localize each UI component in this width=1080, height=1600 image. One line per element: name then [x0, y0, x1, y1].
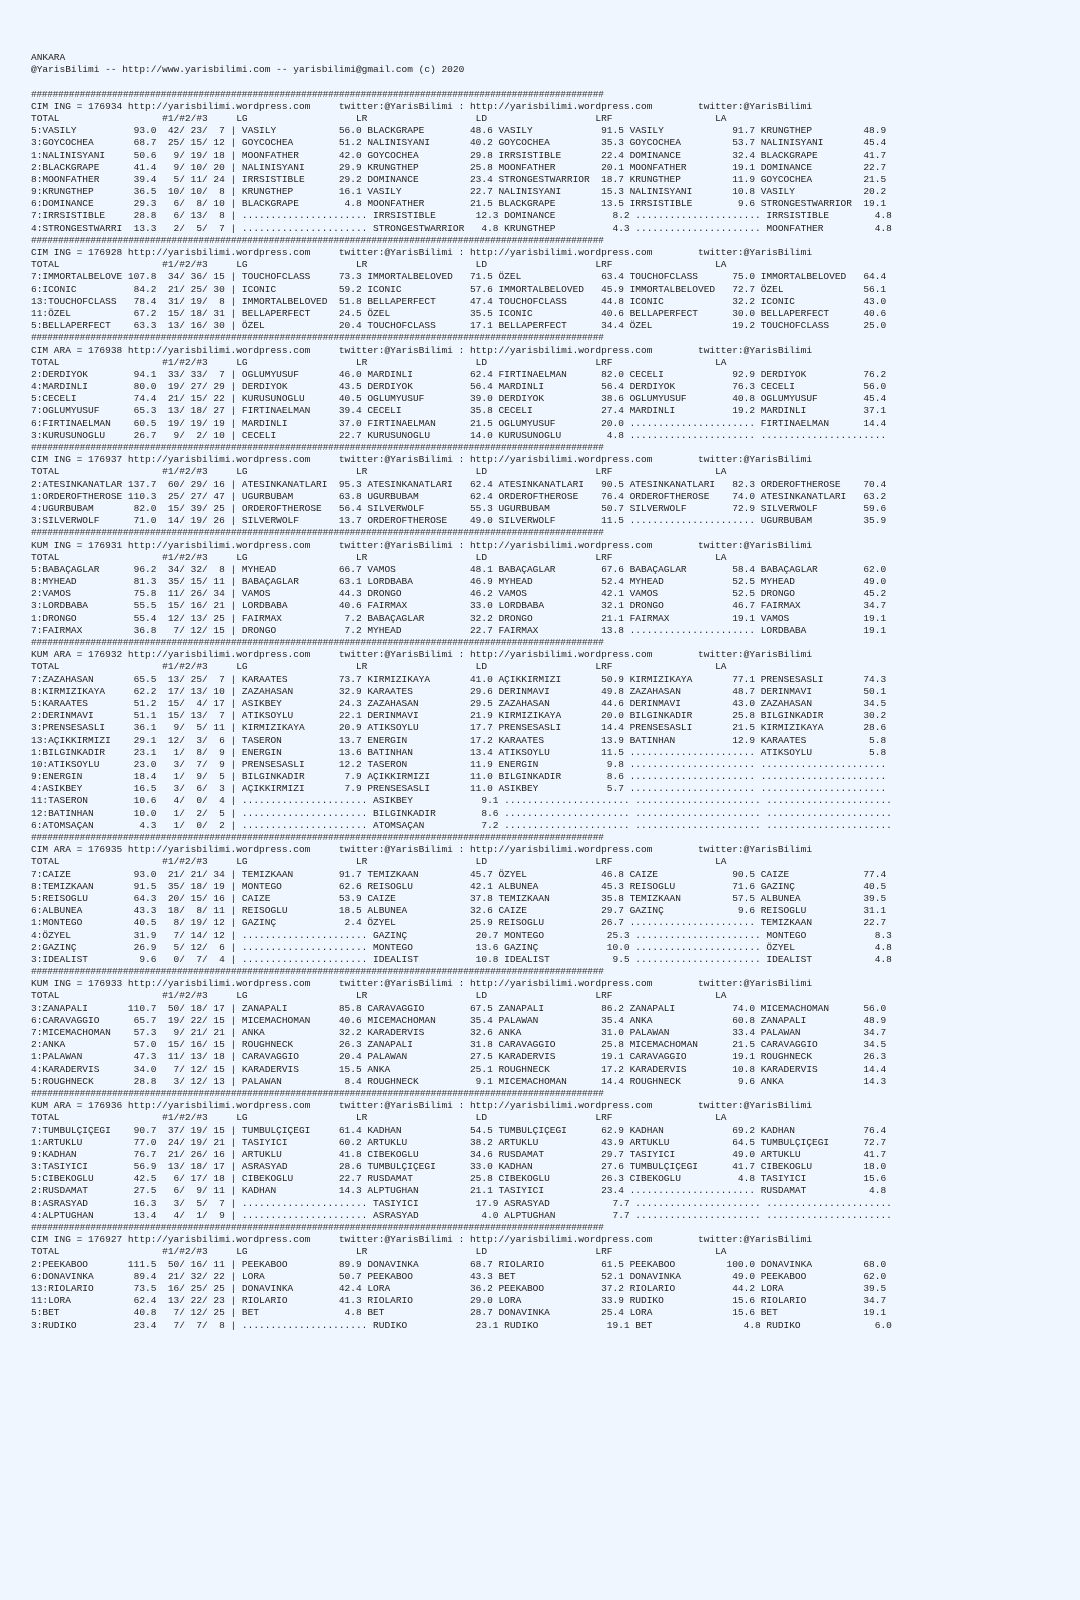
table-row: 4:UGURBUBAM 82.0 15/ 39/ 25 | ORDEROFTHEROSE 56.4 SILVERWOLF 55.3 UGURBUBAM 50.7 SILVERWOLF 72.9 SILVERWOLF 59.6 [31, 502, 887, 514]
race-section [31, 235, 892, 333]
table-row: 7:IMMORTALBELOVE 107.8 34/ 36/ 15 | TOUCHOFCLASS 73.3 IMMORTALBELOVED 71.5 ÖZEL 63.4 TOUCHOFCLASS 75.0 IMMORTALBELOVED 64.4 [31, 271, 887, 283]
table-row: 7:IRRSISTIBLE 28.8 6/ 13/ 8 | ...................... IRRSISTIBLE 12.3 DOMINANCE 8.2 ...................... IRRSISTIBLE 4.8 [31, 210, 892, 222]
table-row: 1:DRONGO 55.4 12/ 13/ 25 | FAIRMAX 7.2 BABAÇAGLAR 32.2 DRONGO 21.1 FAIRMAX 19.1 VAMOS 19.1 [31, 612, 887, 624]
table-row: 7:ZAZAHASAN 65.5 13/ 25/ 7 | KARAATES 73.7 KIRMIZIKAYA 41.0 AÇIKKIRMIZI 50.9 KIRMIZIKAYA 77.1 PRENSESASLI 74.3 [31, 673, 887, 685]
table-row: 5:CIBEKOGLU 42.5 6/ 17/ 18 | CIBEKOGLU 22.7 RUSDAMAT 25.8 CIBEKOGLU 26.3 CIBEKOGLU 4.8 TASIYICI 15.6 [31, 1173, 887, 1185]
table-row: 7:FAIRMAX 36.8 7/ 12/ 15 | DRONGO 7.2 MYHEAD 22.7 FAIRMAX 13.8 ...................... LORDBABA 19.1 [31, 624, 887, 636]
separator-line: ########################################################################################################## [31, 637, 604, 648]
table-row: 5:ROUGHNECK 28.8 3/ 12/ 13 | PALAWAN 8.4 ROUGHNECK 9.1 MICEMACHOMAN 14.4 ROUGHNECK 9.6 ANKA 14.3 [31, 1075, 887, 1087]
separator-line: ########################################################################################################## [31, 234, 604, 246]
separator-line: ########################################################################################################## [31, 527, 604, 539]
separator-line: ########################################################################################################## [31, 442, 604, 453]
table-row: 2:DERDIYOK 94.1 33/ 33/ 7 | OGLUMYUSUF 46.0 MARDINLI 62.4 FIRTINAELMAN 82.0 CECELI 92.9 DERDIYOK 76.2 [31, 368, 887, 380]
table-row: 5:REISOGLU 64.3 20/ 15/ 16 | CAIZE 53.9 CAIZE 37.8 TEMIZKAAN 35.8 TEMIZKAAN 57.5 ALBUNEA 39.5 [31, 892, 887, 904]
table-row: 13:TOUCHOFCLASS 78.4 31/ 19/ 8 | IMMORTALBELOVED 51.8 BELLAPERFECT 47.4 TOUCHOFCLASS 44.8 ICONIC 32.2 ICONIC 43.0 [31, 295, 887, 307]
column-header-line: TOTAL #1/#2/#3 LG LR LD LRF LA [31, 356, 727, 368]
table-row: 4:ALPTUGHAN 13.4 4/ 1/ 9 | ...................... ASRASYAD 4.0 ALPTUGHAN 7.7 ...................... ...................... [31, 1209, 892, 1221]
table-row: 11:LORA 62.4 13/ 22/ 23 | RIOLARIO 41.3 RIOLARIO 29.0 LORA 33.9 RUDIKO 15.6 RIOLARIO 34.7 [31, 1295, 887, 1307]
table-row: 1:ARTUKLU 77.0 24/ 19/ 21 | TASIYICI 60.2 ARTUKLU 38.2 ARTUKLU 43.9 ARTUKLU 64.5 TUMBULÇIÇEGI 72.7 [31, 1136, 887, 1148]
table-row: 2:VAMOS 75.8 11/ 26/ 34 | VAMOS 44.3 DRONGO 46.2 VAMOS 42.1 VAMOS 52.5 DRONGO 45.2 [31, 588, 887, 600]
table-row: 3:LORDBABA 55.5 15/ 16/ 21 | LORDBABA 40.6 FAIRMAX 33.0 LORDBABA 32.1 DRONGO 46.7 FAIRMAX 34.7 [31, 600, 887, 612]
table-row: 11:ÖZEL 67.2 15/ 18/ 31 | BELLAPERFECT 24.5 ÖZEL 35.5 ICONIC 40.6 BELLAPERFECT 30.0 BELLAPERFECT 40.6 [31, 307, 887, 319]
table-row: 8:ASRASYAD 16.3 3/ 5/ 7 | ...................... TASIYICI 17.9 ASRASYAD 7.7 ...................... ...................... [31, 1197, 892, 1209]
table-row: 12:BATINHAN 10.0 1/ 2/ 5 | ...................... BILGINKADIR 8.6 ...................... ...................... ...................... [31, 807, 892, 819]
column-header-line: TOTAL #1/#2/#3 LG LR LD LRF LA [31, 1112, 727, 1124]
separator-line: ########################################################################################################## [31, 1087, 604, 1099]
table-row: 6:FIRTINAELMAN 60.5 19/ 19/ 19 | MARDINLI 37.0 FIRTINAELMAN 21.5 OGLUMYUSUF 20.0 ...................... FIRTINAELMAN 14.4 [31, 417, 887, 429]
column-header-line: TOTAL #1/#2/#3 LG LR LD LRF LA [31, 856, 727, 868]
race-section [31, 637, 892, 832]
table-row: 9:KRUNGTHEP 36.5 10/ 10/ 8 | KRUNGTHEP 16.1 VASILY 22.7 NALINISYANI 15.3 NALINISYANI 10.8 VASILY 20.2 [31, 186, 887, 198]
race-section [31, 1222, 892, 1332]
table-row: 3:KURUSUNOGLU 26.7 9/ 2/ 10 | CECELI 22.7 KURUSUNOGLU 14.0 KURUSUNOGLU 4.8 ...................... ...................... [31, 429, 887, 441]
separator-line: ########################################################################################################## [31, 88, 604, 100]
race-section [31, 966, 892, 1088]
race-section [31, 332, 892, 442]
table-row: 3:IDEALIST 9.6 0/ 7/ 4 | ...................... IDEALIST 10.8 IDEALIST 9.5 ...................... IDEALIST 4.8 [31, 953, 892, 965]
table-row: 2:DERINMAVI 51.1 15/ 13/ 7 | ATIKSOYLU 22.1 DERINMAVI 21.9 KIRMIZIKAYA 20.0 BILGINKADIR 25.8 BILGINKADIR 30.2 [31, 710, 887, 722]
race-section [31, 1088, 892, 1222]
table-row: 9:ENERGIN 18.4 1/ 9/ 5 | BILGINKADIR 7.9 AÇIKKIRMIZI 11.0 BILGINKADIR 8.6 ...................... ...................... [31, 771, 887, 783]
table-row: 8:MYHEAD 81.3 35/ 15/ 11 | BABAÇAGLAR 63.1 LORDBABA 46.9 MYHEAD 52.4 MYHEAD 52.5 MYHEAD 49.0 [31, 576, 887, 588]
table-row: 2:ATESINKANATLAR 137.7 60/ 29/ 16 | ATESINKANATLARI 95.3 ATESINKANATLARI 62.4 ATESINKANATLARI 90.5 ATESINKANATLARI 82.3 ORDEROFTHEROSE 70.4 [31, 478, 887, 490]
race-title-line[interactable]: KUM ARA = 176932 http://yarisbilimi.wordpress.com twitter:@YarisBilimi : http://yarisbilimi.wordpress.com twitter:@YarisBilimi [31, 649, 813, 661]
race-section [31, 442, 892, 527]
table-row: 6:DONAVINKA 89.4 21/ 32/ 22 | LORA 50.7 PEEKABOO 43.3 BET 52.1 DONAVINKA 49.0 PEEKABOO 62.0 [31, 1270, 887, 1282]
table-row: 7:CAIZE 93.0 21/ 21/ 34 | TEMIZKAAN 91.7 TEMIZKAAN 45.7 ÖZYEL 46.8 CAIZE 90.5 CAIZE 77.4 [31, 868, 887, 880]
table-row: 2:PEEKABOO 111.5 50/ 16/ 11 | PEEKABOO 89.9 DONAVINKA 68.7 RIOLARIO 61.5 PEEKABOO 100.0 DONAVINKA 68.0 [31, 1258, 887, 1270]
table-row: 4:KARADERVIS 34.0 7/ 12/ 15 | KARADERVIS 15.5 ANKA 25.1 ROUGHNECK 17.2 KARADERVIS 10.8 KARADERVIS 14.4 [31, 1063, 887, 1075]
race-title-line[interactable]: CIM ING = 176937 http://yarisbilimi.wordpress.com twitter:@YarisBilimi : http://yarisbilimi.wordpress.com twitter:@YarisBilimi [31, 454, 813, 466]
separator-line: ########################################################################################################## [31, 1222, 604, 1233]
race-section [31, 527, 892, 637]
table-row: 7:MICEMACHOMAN 57.3 9/ 21/ 21 | ANKA 32.2 KARADERVIS 32.6 ANKA 31.0 PALAWAN 33.4 PALAWAN 34.7 [31, 1027, 887, 1038]
table-row: 8:KIRMIZIKAYA 62.2 17/ 13/ 10 | ZAZAHASAN 32.9 KARAATES 29.6 DERINMAVI 49.8 ZAZAHASAN 48.7 DERINMAVI 50.1 [31, 685, 887, 697]
table-row: 7:OGLUMYUSUF 65.3 13/ 18/ 27 | FIRTINAELMAN 39.4 CECELI 35.8 CECELI 27.4 MARDINLI 19.2 MARDINLI 37.1 [31, 405, 887, 417]
column-header-line: TOTAL #1/#2/#3 LG LR LD LRF LA [31, 466, 727, 478]
table-row: 3:GOYCOCHEA 68.7 25/ 15/ 12 | GOYCOCHEA 51.2 NALINISYANI 40.2 GOYCOCHEA 35.3 GOYCOCHEA 53.7 NALINISYANI 45.4 [31, 137, 887, 149]
table-row: 3:ZANAPALI 110.7 50/ 18/ 17 | ZANAPALI 85.8 CARAVAGGIO 67.5 ZANAPALI 86.2 ZANAPALI 74.0 MICEMACHOMAN 56.0 [31, 1002, 887, 1014]
column-header-line: TOTAL #1/#2/#3 LG LR LD LRF LA [31, 661, 727, 673]
table-row: 1:MONTEGO 40.5 8/ 19/ 12 | GAZINÇ 2.4 ÖZYEL 25.9 REISOGLU 26.7 ...................... TEMIZKAAN 22.7 [31, 917, 887, 929]
table-row: 5:BELLAPERFECT 63.3 13/ 16/ 30 | ÖZEL 20.4 TOUCHOFCLASS 17.1 BELLAPERFECT 34.4 ÖZEL 19.2 TOUCHOFCLASS 25.0 [31, 320, 887, 332]
table-row: 6:ATOMSAÇAN 4.3 1/ 0/ 2 | ...................... ATOMSAÇAN 7.2 ...................... ...................... ...................... [31, 819, 892, 831]
table-row: 1:BILGINKADIR 23.1 1/ 8/ 9 | ENERGIN 13.6 BATINHAN 13.4 ATIKSOYLU 11.5 ...................... ATIKSOYLU 5.8 [31, 746, 887, 758]
separator-line: ########################################################################################################## [31, 832, 604, 843]
table-row: 1:ORDEROFTHEROSE 110.3 25/ 27/ 47 | UGURBUBAM 63.8 UGURBUBAM 62.4 ORDEROFTHEROSE 76.4 ORDEROFTHEROSE 74.0 ATESINKANATLARI 63.2 [31, 490, 887, 502]
table-row: 3:RUDIKO 23.4 7/ 7/ 8 | ...................... RUDIKO 23.1 RUDIKO 19.1 BET 4.8 RUDIKO 6.0 [31, 1319, 892, 1331]
table-row: 1:NALINISYANI 50.6 9/ 19/ 18 | MOONFATHER 42.0 GOYCOCHEA 29.8 IRRSISTIBLE 22.4 DOMINANCE 32.4 BLACKGRAPE 41.7 [31, 149, 887, 161]
table-row: 5:CECELI 74.4 21/ 15/ 22 | KURUSUNOGLU 40.5 OGLUMYUSUF 39.0 DERDIYOK 38.6 OGLUMYUSUF 40.8 OGLUMYUSUF 45.4 [31, 393, 887, 405]
table-row: 2:GAZINÇ 26.9 5/ 12/ 6 | ...................... MONTEGO 13.6 GAZINÇ 10.0 ...................... ÖZYEL 4.8 [31, 941, 892, 953]
column-header-line: TOTAL #1/#2/#3 LG LR LD LRF LA [31, 259, 727, 271]
table-row: 5:BABAÇAGLAR 96.2 34/ 32/ 8 | MYHEAD 66.7 VAMOS 48.1 BABAÇAGLAR 67.6 BABAÇAGLAR 58.4 BABAÇAGLAR 62.0 [31, 563, 887, 575]
column-header-line: TOTAL #1/#2/#3 LG LR LD LRF LA [31, 551, 727, 563]
race-title-line[interactable]: KUM ING = 176933 http://yarisbilimi.wordpress.com twitter:@YarisBilimi : http://yarisbilimi.wordpress.com twitter:@YarisBilimi [31, 978, 813, 990]
column-header-line: TOTAL #1/#2/#3 LG LR LD LRF LA [31, 990, 727, 1002]
table-row: 13:RIOLARIO 73.5 16/ 25/ 25 | DONAVINKA 42.4 LORA 36.2 PEEKABOO 37.2 RIOLARIO 44.2 LORA 39.5 [31, 1282, 887, 1294]
race-title-line[interactable]: CIM ARA = 176938 http://yarisbilimi.wordpress.com twitter:@YarisBilimi : http://yarisbilimi.wordpress.com twitter:@YarisBilimi [31, 344, 813, 356]
results-document [31, 52, 892, 1332]
table-row: 3:PRENSESASLI 36.1 9/ 5/ 11 | KIRMIZIKAYA 20.9 ATIKSOYLU 17.7 PRENSESASLI 14.4 PRENSESASLI 21.5 KIRMIZIKAYA 28.6 [31, 722, 887, 734]
race-sections [31, 89, 892, 1332]
table-row: 10:ATIKSOYLU 23.0 3/ 7/ 9 | PRENSESASLI 12.2 TASERON 11.9 ENERGIN 9.8 ...................... ...................... [31, 758, 887, 770]
column-header-line: TOTAL #1/#2/#3 LG LR LD LRF LA [31, 112, 727, 124]
table-row: 13:AÇIKKIRMIZI 29.1 12/ 3/ 6 | TASERON 13.7 ENERGIN 17.2 KARAATES 13.9 BATINHAN 12.9 KARAATES 5.8 [31, 734, 887, 746]
table-row: 2:RUSDAMAT 27.5 6/ 9/ 11 | KADHAN 14.3 ALPTUGHAN 21.1 TASIYICI 23.4 ...................... RUSDAMAT 4.8 [31, 1185, 887, 1197]
race-title-line[interactable]: CIM ING = 176927 http://yarisbilimi.wordpress.com twitter:@YarisBilimi : http://yarisbilimi.wordpress.com twitter:@YarisBilimi [31, 1234, 813, 1246]
table-row: 2:ANKA 57.0 15/ 16/ 15 | ROUGHNECK 26.3 ZANAPALI 31.8 CARAVAGGIO 25.8 MICEMACHOMAN 21.5 CARAVAGGIO 34.5 [31, 1039, 887, 1051]
table-row: 3:TASIYICI 56.9 13/ 18/ 17 | ASRASYAD 28.6 TUMBULÇIÇEGI 33.0 KADHAN 27.6 TUMBULÇIÇEGI 41.7 CIBEKOGLU 18.0 [31, 1161, 887, 1173]
table-row: 6:ALBUNEA 43.3 18/ 8/ 11 | REISOGLU 18.5 ALBUNEA 32.6 CAIZE 29.7 GAZINÇ 9.6 REISOGLU 31.1 [31, 905, 887, 917]
race-title-line[interactable]: CIM ING = 176928 http://yarisbilimi.wordpress.com twitter:@YarisBilimi : http://yarisbilimi.wordpress.com twitter:@YarisBilimi [31, 247, 813, 258]
city-title: ANKARA [31, 52, 66, 63]
table-row: 2:BLACKGRAPE 41.4 9/ 10/ 20 | NALINISYANI 29.9 KRUNGTHEP 25.8 MOONFATHER 20.1 MOONFATHER 19.1 DOMINANCE 22.7 [31, 161, 887, 173]
separator-line: ########################################################################################################## [31, 966, 604, 978]
table-row: 8:MOONFATHER 39.4 5/ 11/ 24 | IRRSISTIBLE 29.2 DOMINANCE 23.4 STRONGESTWARRIOR 18.7 KRUNGTHEP 11.9 GOYCOCHEA 21.5 [31, 173, 887, 185]
race-title-line[interactable]: KUM ARA = 176936 http://yarisbilimi.wordpress.com twitter:@YarisBilimi : http://yarisbilimi.wordpress.com twitter:@YarisBilimi [31, 1100, 813, 1112]
race-title-line[interactable]: CIM ING = 176934 http://yarisbilimi.wordpress.com twitter:@YarisBilimi : http://yarisbilimi.wordpress.com twitter:@YarisBilimi [31, 100, 813, 112]
table-row: 4:ÖZYEL 31.9 7/ 14/ 12 | ...................... GAZINÇ 20.7 MONTEGO 25.3 ...................... MONTEGO 8.3 [31, 929, 892, 941]
table-row: 11:TASERON 10.6 4/ 0/ 4 | ...................... ASIKBEY 9.1 ...................... ...................... ...................... [31, 795, 892, 807]
table-row: 4:MARDINLI 80.0 19/ 27/ 29 | DERDIYOK 43.5 DERDIYOK 56.4 MARDINLI 56.4 DERDIYOK 76.3 CECELI 56.0 [31, 381, 887, 393]
table-row: 4:STRONGESTWARRI 13.3 2/ 5/ 7 | ...................... STRONGESTWARRIOR 4.8 KRUNGTHEP 4.3 ...................... MOONFATHER 4.8 [31, 222, 892, 234]
blank-line [31, 76, 892, 88]
table-row: 5:VASILY 93.0 42/ 23/ 7 | VASILY 56.0 BLACKGRAPE 48.6 VASILY 91.5 VASILY 91.7 KRUNGTHEP 48.9 [31, 125, 887, 137]
table-row: 5:BET 40.8 7/ 12/ 25 | BET 4.8 BET 28.7 DONAVINKA 25.4 LORA 15.6 BET 19.1 [31, 1307, 887, 1319]
table-row: 6:ICONIC 84.2 21/ 25/ 30 | ICONIC 59.2 ICONIC 57.6 IMMORTALBELOVED 45.9 IMMORTALBELOVED 72.7 ÖZEL 56.1 [31, 283, 887, 295]
table-row: 7:TUMBULÇIÇEGI 90.7 37/ 19/ 15 | TUMBULÇIÇEGI 61.4 KADHAN 54.5 TUMBULÇIÇEGI 62.9 KADHAN 69.2 KADHAN 76.4 [31, 1124, 887, 1136]
column-header-line: TOTAL #1/#2/#3 LG LR LD LRF LA [31, 1246, 727, 1258]
table-row: 6:DOMINANCE 29.3 6/ 8/ 10 | BLACKGRAPE 4.8 MOONFATHER 21.5 BLACKGRAPE 13.5 IRRSISTIBLE 9.6 STRONGESTWARRIOR 19.1 [31, 198, 887, 210]
separator-line: ########################################################################################################## [31, 332, 604, 344]
table-row: 8:TEMIZKAAN 91.5 35/ 18/ 19 | MONTEGO 62.6 REISOGLU 42.1 ALBUNEA 45.3 REISOGLU 71.6 GAZINÇ 40.5 [31, 880, 887, 892]
table-row: 9:KADHAN 76.7 21/ 26/ 16 | ARTUKLU 41.8 CIBEKOGLU 34.6 RUSDAMAT 29.7 TASIYICI 49.0 ARTUKLU 41.7 [31, 1148, 887, 1160]
site-credit: @YarisBilimi -- http://www.yarisbilimi.com -- yarisbilimi@gmail.com (c) 2020 [31, 64, 465, 76]
race-section [31, 89, 892, 235]
table-row: 1:PALAWAN 47.3 11/ 13/ 18 | CARAVAGGIO 20.4 PALAWAN 27.5 KARADERVIS 19.1 CARAVAGGIO 19.1 ROUGHNECK 26.3 [31, 1051, 887, 1063]
race-section [31, 832, 892, 966]
race-title-line[interactable]: CIM ARA = 176935 http://yarisbilimi.wordpress.com twitter:@YarisBilimi : http://yarisbilimi.wordpress.com twitter:@YarisBilimi [31, 844, 813, 856]
table-row: 3:SILVERWOLF 71.0 14/ 19/ 26 | SILVERWOLF 13.7 ORDEROFTHEROSE 49.0 SILVERWOLF 11.5 ...................... UGURBUBAM 35.9 [31, 515, 887, 527]
race-title-line[interactable]: KUM ING = 176931 http://yarisbilimi.wordpress.com twitter:@YarisBilimi : http://yarisbilimi.wordpress.com twitter:@YarisBilimi [31, 539, 813, 551]
table-row: 5:KARAATES 51.2 15/ 4/ 17 | ASIKBEY 24.3 ZAZAHASAN 29.5 ZAZAHASAN 44.6 DERINMAVI 43.0 ZAZAHASAN 34.5 [31, 697, 887, 709]
table-row: 4:ASIKBEY 16.5 3/ 6/ 3 | AÇIKKIRMIZI 7.9 PRENSESASLI 11.0 ASIKBEY 5.7 ...................... ...................... [31, 783, 887, 795]
table-row: 6:CARAVAGGIO 65.7 19/ 22/ 15 | MICEMACHOMAN 40.6 MICEMACHOMAN 35.4 PALAWAN 35.4 ANKA 60.8 ZANAPALI 48.9 [31, 1014, 887, 1026]
